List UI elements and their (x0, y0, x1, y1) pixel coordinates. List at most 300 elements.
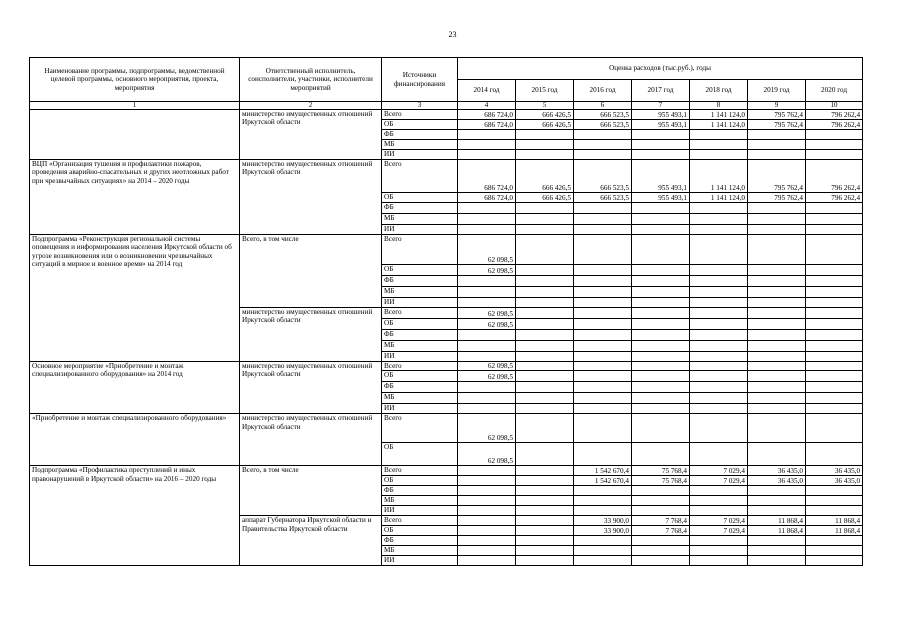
header-year: 2015 год (516, 80, 574, 102)
amount-cell (748, 556, 806, 566)
table-row (30, 414, 863, 443)
amount-cell: 7 029,4 (690, 466, 748, 476)
amount-cell (806, 382, 863, 393)
amount-cell (458, 466, 516, 476)
amount-cell (690, 371, 748, 382)
amount-cell (748, 371, 806, 382)
funding-source-cell: ИИ (382, 150, 458, 160)
amount-cell (574, 203, 632, 214)
amount-cell (632, 404, 690, 414)
program-name-cell: Основное мероприятие «Приобретение и монтаж специализированного оборудования» на 2014 год (30, 362, 240, 414)
amount-cell (806, 150, 863, 160)
amount-cell (574, 330, 632, 341)
amount-cell (806, 362, 863, 371)
amount-cell (806, 414, 863, 443)
executor-cell: Всего, в том числе (240, 235, 382, 308)
amount-cell (690, 225, 748, 235)
funding-source-cell: ИИ (382, 556, 458, 566)
amount-cell (690, 496, 748, 506)
amount-cell: 795 762,4 (748, 120, 806, 130)
funding-source-cell: ОБ (382, 371, 458, 382)
amount-cell (690, 352, 748, 362)
amount-cell (632, 393, 690, 404)
amount-cell: 7 029,4 (690, 516, 748, 526)
funding-source-cell: Всего (382, 466, 458, 476)
amount-cell (806, 140, 863, 150)
funding-source-cell: ФБ (382, 382, 458, 393)
amount-cell (574, 496, 632, 506)
amount-cell: 62 098,5 (458, 371, 516, 382)
program-name-cell: ВЦП «Организация тушения и профилактики пожаров, проведения аварийно-спасательных и других неотложных работ при чрезвычайных ситуациях» на 2014 – 2020 годы (30, 160, 240, 235)
amount-cell (748, 130, 806, 140)
amount-cell (632, 352, 690, 362)
funding-source-cell: ОБ (382, 526, 458, 536)
funding-source-cell: МБ (382, 393, 458, 404)
amount-cell (458, 225, 516, 235)
amount-cell: 955 493,1 (632, 110, 690, 120)
amount-cell (690, 287, 748, 298)
amount-cell (690, 276, 748, 287)
amount-cell: 795 762,4 (748, 193, 806, 203)
amount-cell (690, 150, 748, 160)
amount-cell (690, 298, 748, 308)
amount-cell: 666 523,5 (574, 160, 632, 193)
amount-cell (516, 287, 574, 298)
funding-source-cell: Всего (382, 362, 458, 371)
amount-cell (574, 371, 632, 382)
amount-cell (806, 536, 863, 546)
column-index: 7 (632, 102, 690, 110)
table-row (30, 362, 863, 371)
amount-cell (806, 287, 863, 298)
amount-cell (632, 546, 690, 556)
amount-cell (574, 393, 632, 404)
header-year: 2017 год (632, 80, 690, 102)
amount-cell (458, 382, 516, 393)
amount-cell (516, 352, 574, 362)
amount-cell (458, 404, 516, 414)
table-row (30, 466, 863, 476)
funding-source-cell: ФБ (382, 130, 458, 140)
funding-source-cell: ФБ (382, 330, 458, 341)
amount-cell (748, 496, 806, 506)
amount-cell (458, 526, 516, 536)
amount-cell (516, 330, 574, 341)
amount-cell (516, 443, 574, 466)
amount-cell (458, 150, 516, 160)
funding-source-cell: ОБ (382, 476, 458, 486)
amount-cell (690, 443, 748, 466)
amount-cell (632, 536, 690, 546)
amount-cell: 666 426,5 (516, 193, 574, 203)
amount-cell (748, 506, 806, 516)
amount-cell (748, 235, 806, 265)
amount-cell (632, 556, 690, 566)
amount-cell (574, 214, 632, 225)
amount-cell (516, 203, 574, 214)
amount-cell (458, 476, 516, 486)
funding-source-cell: ИИ (382, 298, 458, 308)
header-year: 2014 год (458, 80, 516, 102)
amount-cell (806, 203, 863, 214)
amount-cell: 62 098,5 (458, 362, 516, 371)
amount-cell (458, 352, 516, 362)
amount-cell (748, 382, 806, 393)
amount-cell (574, 486, 632, 496)
amount-cell (690, 393, 748, 404)
amount-cell: 1 542 670,4 (574, 466, 632, 476)
amount-cell (458, 298, 516, 308)
column-index: 8 (690, 102, 748, 110)
funding-source-cell: МБ (382, 140, 458, 150)
funding-source-cell: МБ (382, 496, 458, 506)
amount-cell (690, 556, 748, 566)
amount-cell (574, 150, 632, 160)
amount-cell (748, 341, 806, 352)
amount-cell: 7 768,4 (632, 526, 690, 536)
amount-cell (516, 382, 574, 393)
amount-cell (806, 214, 863, 225)
amount-cell (690, 546, 748, 556)
amount-cell: 955 493,1 (632, 120, 690, 130)
amount-cell (690, 341, 748, 352)
amount-cell (458, 276, 516, 287)
amount-cell (748, 265, 806, 276)
amount-cell (458, 341, 516, 352)
amount-cell (632, 214, 690, 225)
amount-cell (458, 140, 516, 150)
amount-cell (690, 362, 748, 371)
amount-cell (748, 287, 806, 298)
amount-cell (748, 486, 806, 496)
amount-cell (574, 276, 632, 287)
amount-cell: 33 900,0 (574, 516, 632, 526)
table-row (30, 110, 863, 120)
program-name-cell: «Приобретение и монтаж специализированного оборудования» (30, 414, 240, 466)
amount-cell: 955 493,1 (632, 160, 690, 193)
amount-cell (632, 506, 690, 516)
amount-cell (806, 235, 863, 265)
amount-cell: 7 029,4 (690, 476, 748, 486)
amount-cell (748, 319, 806, 330)
executor-cell: министерство имущественных отношений Иркутской области (240, 110, 382, 160)
amount-cell (574, 362, 632, 371)
amount-cell (574, 298, 632, 308)
amount-cell: 36 435,0 (806, 466, 863, 476)
amount-cell (748, 150, 806, 160)
amount-cell (748, 203, 806, 214)
amount-cell (458, 203, 516, 214)
amount-cell: 666 426,5 (516, 120, 574, 130)
amount-cell (516, 476, 574, 486)
column-index: 6 (574, 102, 632, 110)
column-index: 3 (382, 102, 458, 110)
funding-source-cell: ОБ (382, 443, 458, 466)
amount-cell (632, 382, 690, 393)
amount-cell (458, 506, 516, 516)
amount-cell (458, 486, 516, 496)
amount-cell (748, 362, 806, 371)
amount-cell (806, 265, 863, 276)
amount-cell (690, 214, 748, 225)
amount-cell (458, 287, 516, 298)
amount-cell (574, 265, 632, 276)
amount-cell: 11 868,4 (806, 526, 863, 536)
amount-cell (458, 536, 516, 546)
amount-cell (574, 536, 632, 546)
header-source: Источники финансирования (382, 58, 458, 102)
funding-source-cell: МБ (382, 214, 458, 225)
amount-cell (632, 287, 690, 298)
amount-cell (690, 536, 748, 546)
funding-source-cell: Всего (382, 414, 458, 443)
funding-source-cell: ИИ (382, 404, 458, 414)
amount-cell: 666 523,5 (574, 120, 632, 130)
amount-cell (632, 235, 690, 265)
amount-cell (806, 352, 863, 362)
page-number: 23 (448, 30, 457, 39)
funding-source-cell: ОБ (382, 319, 458, 330)
funding-source-cell: ФБ (382, 203, 458, 214)
header-year: 2018 год (690, 80, 748, 102)
amount-cell (806, 330, 863, 341)
funding-source-cell: ФБ (382, 486, 458, 496)
amount-cell (458, 516, 516, 526)
amount-cell (632, 298, 690, 308)
amount-cell (806, 308, 863, 319)
amount-cell (632, 414, 690, 443)
amount-cell: 1 141 124,0 (690, 110, 748, 120)
amount-cell (516, 486, 574, 496)
amount-cell (632, 140, 690, 150)
amount-cell: 686 724,0 (458, 110, 516, 120)
funding-source-cell: МБ (382, 546, 458, 556)
amount-cell (516, 298, 574, 308)
amount-cell (806, 225, 863, 235)
amount-cell (748, 414, 806, 443)
amount-cell (690, 130, 748, 140)
amount-cell: 666 523,5 (574, 193, 632, 203)
amount-cell: 75 768,4 (632, 476, 690, 486)
amount-cell: 796 262,4 (806, 160, 863, 193)
amount-cell (690, 414, 748, 443)
amount-cell (806, 393, 863, 404)
amount-cell (690, 506, 748, 516)
amount-cell (516, 371, 574, 382)
amount-cell (806, 298, 863, 308)
amount-cell (516, 308, 574, 319)
amount-cell (632, 362, 690, 371)
funding-source-cell: ОБ (382, 193, 458, 203)
amount-cell: 795 762,4 (748, 110, 806, 120)
column-index: 5 (516, 102, 574, 110)
executor-cell: министерство имущественных отношений Иркутской области (240, 362, 382, 414)
amount-cell: 62 098,5 (458, 443, 516, 466)
amount-cell (516, 496, 574, 506)
amount-cell (574, 341, 632, 352)
amount-cell (516, 341, 574, 352)
amount-cell (516, 225, 574, 235)
amount-cell (516, 276, 574, 287)
executor-cell: Всего, в том числе (240, 466, 382, 516)
amount-cell (632, 371, 690, 382)
amount-cell (574, 140, 632, 150)
column-index: 9 (748, 102, 806, 110)
column-index: 2 (240, 102, 382, 110)
amount-cell (806, 443, 863, 466)
amount-cell (632, 319, 690, 330)
amount-cell (458, 556, 516, 566)
amount-cell (748, 276, 806, 287)
amount-cell (516, 414, 574, 443)
amount-cell (574, 404, 632, 414)
amount-cell (806, 371, 863, 382)
amount-cell (690, 404, 748, 414)
header-name: Наименование программы, подпрограммы, ведомственной целевой программы, основного мероприятия, проекта, мероприятия (30, 58, 240, 102)
amount-cell (748, 443, 806, 466)
amount-cell (632, 203, 690, 214)
amount-cell (574, 414, 632, 443)
amount-cell: 36 435,0 (748, 466, 806, 476)
amount-cell (748, 308, 806, 319)
amount-cell (748, 225, 806, 235)
program-name-cell: Подпрограмма «Реконструкция региональной системы оповещения и информирования населения Иркутской области об угрозе возникновения или о возникновении чрезвычайных ситуаций в мирное и военное время» на 2014 год (30, 235, 240, 362)
amount-cell (516, 362, 574, 371)
funding-source-cell: ИИ (382, 506, 458, 516)
amount-cell (458, 393, 516, 404)
amount-cell (806, 486, 863, 496)
executor-cell: министерство имущественных отношений Иркутской области (240, 308, 382, 362)
amount-cell (574, 546, 632, 556)
amount-cell: 666 426,5 (516, 160, 574, 193)
amount-cell (574, 287, 632, 298)
column-index: 4 (458, 102, 516, 110)
amount-cell (632, 330, 690, 341)
amount-cell (516, 556, 574, 566)
amount-cell (806, 556, 863, 566)
amount-cell: 62 098,5 (458, 308, 516, 319)
amount-cell (516, 466, 574, 476)
amount-cell: 1 141 124,0 (690, 160, 748, 193)
amount-cell (516, 516, 574, 526)
amount-cell (690, 486, 748, 496)
amount-cell: 686 724,0 (458, 120, 516, 130)
amount-cell (574, 319, 632, 330)
amount-cell (574, 308, 632, 319)
amount-cell: 11 868,4 (748, 526, 806, 536)
amount-cell (632, 150, 690, 160)
column-index: 10 (806, 102, 863, 110)
amount-cell (516, 130, 574, 140)
amount-cell (516, 235, 574, 265)
amount-cell: 11 868,4 (748, 516, 806, 526)
funding-source-cell: ОБ (382, 120, 458, 130)
budget-table (29, 57, 863, 566)
amount-cell (632, 308, 690, 319)
table-row (30, 235, 863, 265)
column-index: 1 (30, 102, 240, 110)
executor-cell: министерство имущественных отношений Иркутской области (240, 160, 382, 235)
funding-source-cell: ФБ (382, 536, 458, 546)
amount-cell (806, 319, 863, 330)
program-name-cell (30, 110, 240, 160)
funding-source-cell: ОБ (382, 265, 458, 276)
amount-cell (516, 404, 574, 414)
amount-cell: 796 262,4 (806, 193, 863, 203)
amount-cell (632, 276, 690, 287)
amount-cell: 62 098,5 (458, 319, 516, 330)
amount-cell (806, 404, 863, 414)
amount-cell (690, 203, 748, 214)
executor-cell: министерство имущественных отношений Иркутской области (240, 414, 382, 466)
amount-cell (748, 214, 806, 225)
executor-cell: аппарат Губернатора Иркутской области и Правительства Иркутской области (240, 516, 382, 566)
header-year: 2020 год (806, 80, 863, 102)
amount-cell: 686 724,0 (458, 160, 516, 193)
amount-cell (516, 150, 574, 160)
amount-cell (574, 352, 632, 362)
amount-cell: 75 768,4 (632, 466, 690, 476)
header-year: 2016 год (574, 80, 632, 102)
amount-cell (632, 496, 690, 506)
amount-cell (574, 506, 632, 516)
amount-cell: 62 098,5 (458, 265, 516, 276)
amount-cell: 33 900,0 (574, 526, 632, 536)
amount-cell (574, 556, 632, 566)
amount-cell (632, 225, 690, 235)
amount-cell (690, 330, 748, 341)
amount-cell (748, 352, 806, 362)
amount-cell: 796 262,4 (806, 120, 863, 130)
amount-cell (574, 443, 632, 466)
amount-cell (516, 214, 574, 225)
amount-cell: 796 262,4 (806, 110, 863, 120)
amount-cell (748, 546, 806, 556)
amount-cell (690, 265, 748, 276)
amount-cell: 7 029,4 (690, 526, 748, 536)
funding-source-cell: ИИ (382, 352, 458, 362)
amount-cell (806, 130, 863, 140)
amount-cell (574, 382, 632, 393)
amount-cell (574, 130, 632, 140)
table-row (30, 160, 863, 193)
amount-cell: 62 098,5 (458, 235, 516, 265)
amount-cell: 1 141 124,0 (690, 193, 748, 203)
amount-cell: 7 768,4 (632, 516, 690, 526)
program-name-cell: Подпрограмма «Профилактика преступлений и иных правонарушений в Иркутской области» на 2016 – 2020 годы (30, 466, 240, 566)
header-cost: Оценка расходов (тыс.руб.), годы (458, 58, 863, 80)
amount-cell (458, 214, 516, 225)
amount-cell: 11 868,4 (806, 516, 863, 526)
funding-source-cell: МБ (382, 287, 458, 298)
amount-cell (632, 443, 690, 466)
amount-cell (748, 298, 806, 308)
funding-source-cell: МБ (382, 341, 458, 352)
funding-source-cell: ИИ (382, 225, 458, 235)
amount-cell (632, 265, 690, 276)
amount-cell (748, 536, 806, 546)
amount-cell (806, 506, 863, 516)
amount-cell (690, 382, 748, 393)
amount-cell (516, 526, 574, 536)
amount-cell: 955 493,1 (632, 193, 690, 203)
funding-source-cell: Всего (382, 110, 458, 120)
amount-cell (516, 506, 574, 516)
funding-source-cell: ФБ (382, 276, 458, 287)
amount-cell (516, 319, 574, 330)
amount-cell (632, 130, 690, 140)
amount-cell (458, 130, 516, 140)
